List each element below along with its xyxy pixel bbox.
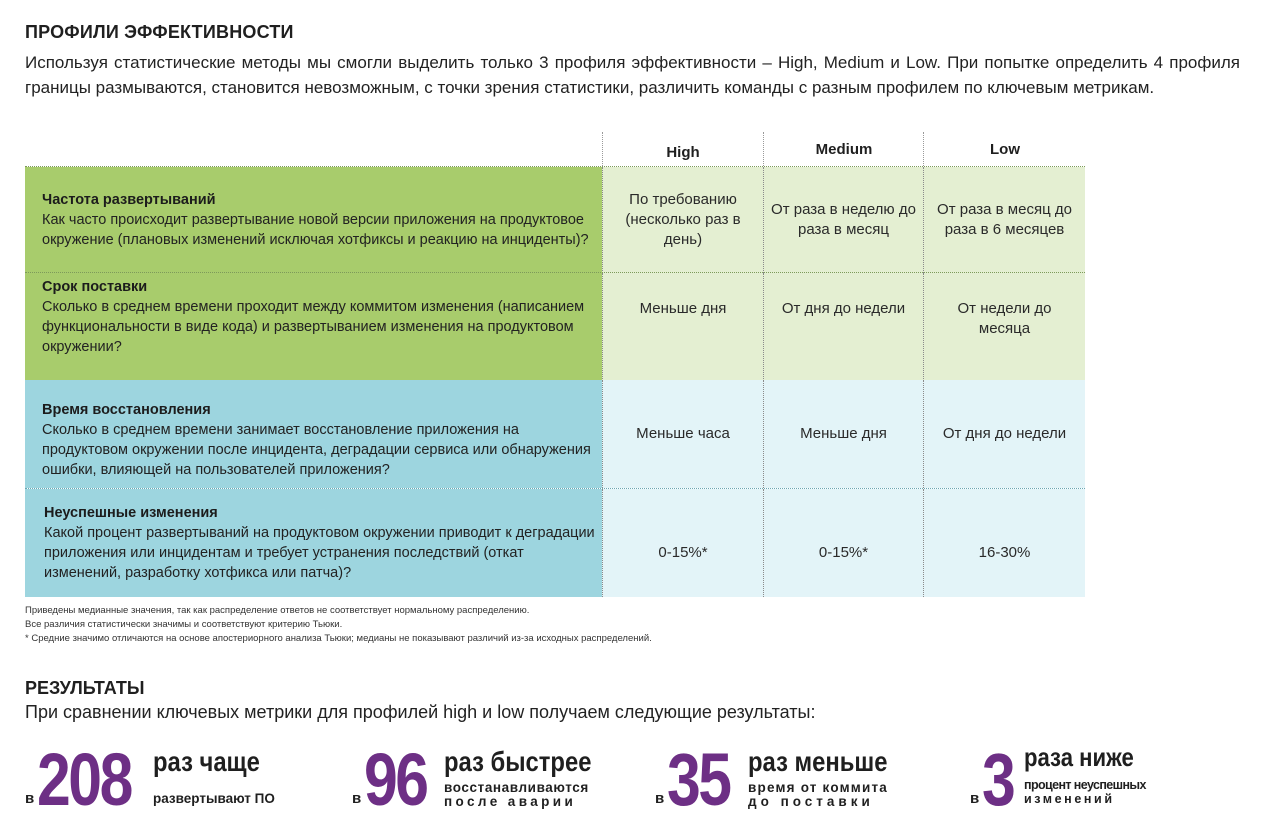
stat-headline: раза ниже: [1024, 742, 1134, 772]
footnote: Приведены медианные значения, так как распределение ответов не соответствует нормальному распределению.: [25, 605, 530, 616]
stat-prefix: в: [970, 790, 980, 807]
cell-medium: От раза в неделю до раза в месяц: [763, 167, 923, 273]
stat-headline: раз меньше: [748, 746, 888, 777]
row-question: Какой процент развертываний на продуктовом окружении приводит к деградации приложения или инцидентам и требует устранения последствий (откат изменений, разработку хотфикса или патча)?: [44, 525, 595, 581]
cell-low: От недели до месяца: [923, 273, 1085, 381]
cell-medium: От дня до недели: [763, 273, 923, 381]
cell-low: От дня до недели: [923, 380, 1085, 488]
cell-low: 16-30%: [923, 489, 1085, 597]
cell-high: Меньше часа: [602, 380, 763, 488]
row-description: [25, 167, 602, 273]
stat-headline: раз быстрее: [444, 746, 592, 777]
table-row: [25, 166, 1085, 273]
cell-low: От раза в месяц до раза в 6 месяцев: [923, 167, 1085, 273]
stat-deploy-frequency: [25, 740, 325, 820]
profiles-table: [25, 132, 1085, 581]
table-row: [25, 380, 1085, 488]
stat-failed-changes: [970, 740, 1220, 820]
header-high: High: [602, 132, 763, 166]
row-name: Неуспешные изменения: [44, 505, 218, 521]
table-row: [25, 488, 1085, 597]
footnote: Все различия статистически значимы и соответствуют критерию Тьюки.: [25, 619, 343, 630]
stat-prefix: в: [655, 790, 665, 807]
cell-medium: 0-15%*: [763, 489, 923, 597]
stat-headline: раз чаще: [153, 746, 260, 777]
row-name: Частота развертываний: [42, 192, 216, 208]
row-question: Как часто происходит развертывание новой версии приложения на продуктовое окружение (плановых изменений исключая хотфиксы и реакцию на инциденты)?: [42, 212, 589, 248]
stat-lead-time: [655, 740, 955, 820]
stat-prefix: в: [25, 790, 35, 807]
stat-caption: развертывают ПО: [153, 791, 275, 806]
stat-prefix: в: [352, 790, 362, 807]
stat-number: 35: [667, 738, 730, 821]
row-name: Время восстановления: [42, 402, 211, 418]
results-title: РЕЗУЛЬТАТЫ: [25, 678, 145, 698]
stat-number: 3: [982, 738, 1014, 821]
stat-caption: процент неуспешных: [1024, 778, 1146, 792]
cell-high: По требованию (несколько раз в день): [602, 167, 763, 273]
row-description: [25, 380, 602, 488]
row-name: Срок поставки: [42, 279, 148, 295]
header-medium: Medium: [763, 132, 924, 166]
stat-recovery: [352, 740, 652, 820]
table-row: [25, 272, 1085, 381]
stat-number: 208: [37, 738, 131, 821]
stat-caption: время от коммита: [748, 780, 889, 795]
table-header: [25, 132, 1085, 166]
intro-paragraph: Используя статистические методы мы смогли выделить только 3 профиля эффективности – High, Medium и Low. При попытке определить 4 профиля границы размываются, становится невозможным, с точки зрения статистики, различить команды с разным профилем по ключевым метрикам.: [25, 53, 1240, 97]
stat-caption: восстанавливаются: [444, 780, 589, 795]
cell-high: Меньше дня: [602, 273, 763, 381]
footnotes: [25, 604, 652, 646]
row-description: [25, 489, 602, 597]
stat-caption: до поставки: [748, 794, 874, 809]
stat-number: 96: [364, 738, 427, 821]
row-question: Сколько в среднем времени занимает восстановление приложения на продуктовом окружении после инцидента, деградации сервиса или обнаружения ошибки, влияющей на пользователей приложения?: [42, 422, 591, 478]
header-low: Low: [923, 132, 1086, 166]
cell-high: 0-15%*: [602, 489, 763, 597]
stat-caption: после аварии: [444, 794, 577, 809]
stat-caption: изменений: [1024, 792, 1115, 806]
footnote: * Средние значимо отличаются на основе апостериорного анализа Тьюки; медианы не показывают различий из-за исходных распределений.: [25, 633, 652, 644]
cell-medium: Меньше дня: [763, 380, 923, 488]
row-description: [25, 273, 602, 381]
results-intro: При сравнении ключевых метрики для профилей high и low получаем следующие результаты:: [25, 702, 816, 722]
page-title: ПРОФИЛИ ЭФФЕКТИВНОСТИ: [25, 22, 294, 42]
row-question: Сколько в среднем времени проходит между коммитом изменения (написанием функциональности в виде кода) и развертыванием изменения на продуктовом окружении?: [42, 299, 585, 355]
